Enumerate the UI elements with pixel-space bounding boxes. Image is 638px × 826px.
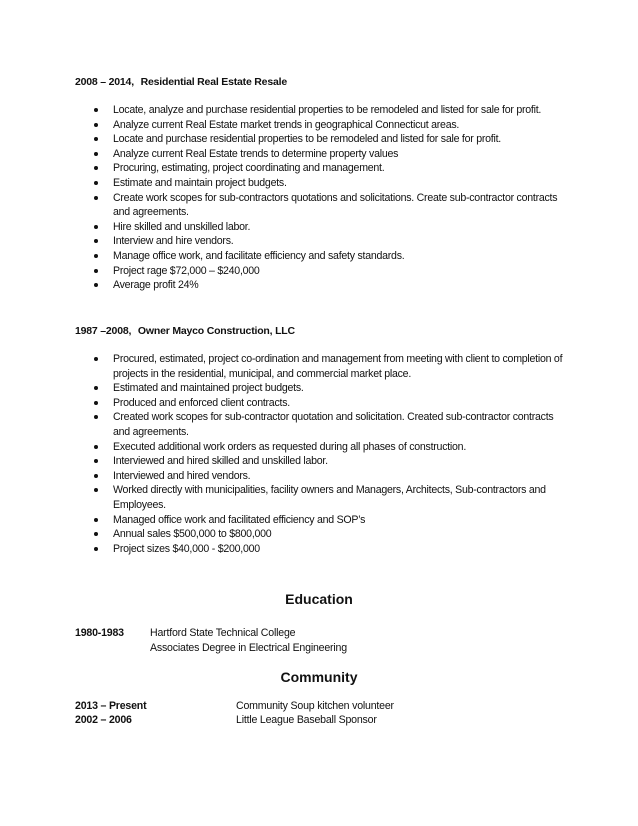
list-item: Annual sales $500,000 to $800,000 [113, 527, 573, 542]
list-item: Project sizes $40,000 - $200,000 [113, 542, 573, 557]
list-item: Manage office work, and facilitate efficiency and safety standards. [113, 249, 573, 264]
list-item: Interview and hire vendors. [113, 234, 573, 249]
list-item: Managed office work and facilitated efficiency and SOP’s [113, 513, 573, 528]
section-title-community: Community [280, 669, 358, 685]
list-item: Estimated and maintained project budgets. [113, 381, 573, 396]
job-bullets-mayco-construction [113, 352, 573, 556]
education-school: Hartford State Technical College [150, 627, 296, 639]
education-degree: Associates Degree in Electrical Engineering [150, 642, 347, 654]
job-bullets-residential-real-estate [113, 103, 573, 293]
job-heading-mayco-construction [75, 325, 295, 337]
job-heading-residential-real-estate [75, 76, 287, 88]
list-item: Interviewed and hired skilled and unskilled labor. [113, 454, 573, 469]
list-item: Create work scopes for sub-contractors quotations and solicitations. Create sub-contractor contracts and agreements. [113, 191, 573, 220]
education-dates: 1980-1983 [75, 627, 124, 639]
list-item: Worked directly with municipalities, facility owners and Managers, Architects, Sub-contractors and Employees. [113, 483, 573, 512]
list-item: Analyze current Real Estate market trends in geographical Connecticut areas. [113, 118, 573, 133]
list-item: Average profit 24% [113, 278, 573, 293]
job-dates: 1987 –2008, [75, 325, 132, 337]
list-item: Hire skilled and unskilled labor. [113, 220, 573, 235]
community-text: Little League Baseball Sponsor [236, 714, 377, 726]
list-item: Created work scopes for sub-contractor quotation and solicitation. Created sub-contractor contracts and agreements. [113, 410, 573, 439]
job-title: Residential Real Estate Resale [140, 76, 287, 88]
job-title: Owner Mayco Construction, LLC [137, 325, 295, 337]
list-item: Produced and enforced client contracts. [113, 396, 573, 411]
community-dates: 2013 – Present [75, 700, 147, 712]
list-item: Locate, analyze and purchase residential properties to be remodeled and listed for sale for profit. [113, 103, 573, 118]
list-item: Executed additional work orders as requested during all phases of construction. [113, 440, 573, 455]
list-item: Procured, estimated, project co-ordination and management from meeting with client to completion of projects in the residential, municipal, and commercial market place. [113, 352, 573, 381]
list-item: Estimate and maintain project budgets. [113, 176, 573, 191]
list-item: Locate and purchase residential properties to be remodeled and listed for sale for profit. [113, 132, 573, 147]
list-item: Procuring, estimating, project coordinating and management. [113, 161, 573, 176]
list-item: Interviewed and hired vendors. [113, 469, 573, 484]
list-item: Analyze current Real Estate trends to determine property values [113, 147, 573, 162]
section-title-education: Education [285, 591, 353, 607]
list-item: Project rage $72,000 – $240,000 [113, 264, 573, 279]
community-dates: 2002 – 2006 [75, 714, 132, 726]
community-text: Community Soup kitchen volunteer [236, 700, 394, 712]
job-dates: 2008 – 2014, [75, 76, 134, 88]
